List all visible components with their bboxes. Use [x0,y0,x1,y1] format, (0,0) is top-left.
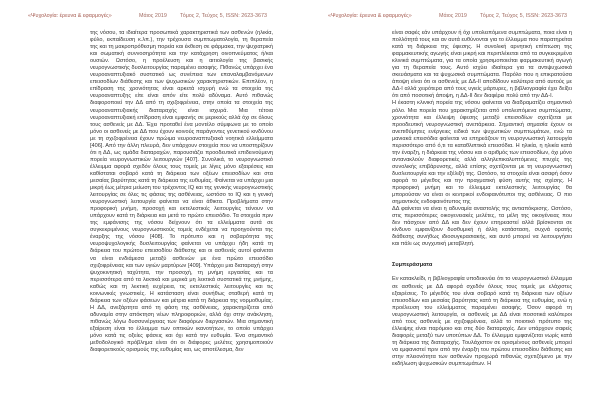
issue-date: Μάιος 2019 [139,13,167,19]
volume-issn: Τόμος 2, Τεύχος 5, ISSN: 2623-3673 [480,13,567,19]
volume-issn: Τόμος 2, Τεύχος 5, ISSN: 2623-3673 [180,13,267,19]
body-text-column [392,30,572,368]
paragraph: της νόσου, τα ιδιαίτερα προσωπικά χαρακτηριστικά των ασθενών (ηλικία, φύλο, εκπαίδευση κ.λπ.), την τρέχουσα συμπτωματολογία, τη θεραπεία της και τη μακροπρόθεσμη πορεία και έκθεση σε φάρμακα, την ψυχιατρική και σωματική συννοσηρότητα και την κατάχρηση οινοπνεύματος ή/και ουσιών. Ωστόσο, η προέλευση και η αιτιολογία της βασικής νευρογνωστικής δυσλειτουργίας παραμένει ασαφής. Πιθανώς υπάρχει ένα νευροαναπτυξιακό συστατικό ως συνέπεια των επαναλαμβανόμενων επεισοδίων διάθεσης και των ψυχωσικών χαρακτηριστικών. Επιπλέον, η επίδραση της χρονιότητας είναι αρκετά ισχυρή ενώ τα στοιχεία της νευροαναπτυξης είτε είναι απόν είτε πολύ αδύναμα. Αυτό πιθανώς διαφοροποιεί την ΔΔ από τη σχιζοφρένεια, στην οποία τα στοιχεία της νευροαναπτυξιακής διαταραχής είναι ισχυρά. Μια τέτοια νευροαναπτυξιακή επίδραση είναι εμφανής σε μερικούς αλλά όχι σε όλους τους ασθενείς με ΔΔ. Έχει προταθεί ένα μοντέλο σύμφωνα με το οποίο μόνο οι ασθενείς με ΔΔ που έχουν κοινούς παράγοντες γενετικού κινδύνου με τη σχιζοφρένεια έχουν πρώιμα νευροαναπτυξιακά νοητικά ελλείμματα [406]. Από την άλλη πλευρά, δεν υπάρχουν στοιχεία που να υποστηρίζουν ότι η ΔΔ, ως ομάδα διαταραχών, παρουσιάζει προοδευτικά επιδεινούμενη πορεία νευρογνωστικών λειτουργιών [407]. Συνολικά, το νευρογνωστικό έλλειμμα αφορά σχεδόν όλους τους τομείς με λίγες μόνο εξαιρέσεις και καθίσταται σοβαρό κατά τη διάρκεια των οξέων επεισοδίων και στα μεσαίας βαρύτητας κατά τη διάρκεια της ευθυμίας. Φαίνεται να υπάρχει μια μικρή έως μέτρια μείωση του τρέχοντος IQ και της γενικής νευρογνωστικής λειτουργίας σε όλες τις φάσεις της ασθένειας, ωστόσο το IQ και η γενική νευρογνωστική λειτουργία φαίνεται να είναι άθικτα. Προβλήματα στην προφορική μνήμη, προσοχή και εκτελεστικές λειτουργίες τείνουν να υπάρχουν κατά τη διάρκεια και μετά το πρώτο επεισόδιο. Τα στοιχεία πριν της εμφάνισης της νόσου δείχνουν ότι τα ελλείμματα αυτά σε συγκεκριμένους νευρογνωστικούς τομείς ενδέχεται να προηγούνται της έναρξης της νόσου [408]. Το πρότυπο και η σοβαρότητα της νευροψυχολογικής δυσλειτουργίας φαίνεται να υπάρχει ήδη κατά τη διάρκεια του πρώτου επεισοδίου διάθεσης και οι ασθενείς αυτοί φαίνεται να είναι ενδιάμεσα μεταξύ ασθενών με ένα πρώτο επεισόδιο σχιζοφρένειας και των υγιών μαρτύρων [409]. Υπάρχει μια διαταραχή στην ψυχοκινητική ταχύτητα, την προσοχή, τη μνήμη εργασίας και τα περισσότερα από τα λεκτικά και μερικά μη λεκτικά συστατικά της μνήμης, καθώς και τη λεκτική ευχέρεια, τις εκτελεστικές λειτουργίες και τις κοινωνικές γνωστικές. Η κατάσταση είναι συνήθως σταθερή κατά τη διάρκεια των οξέων φάσεων και μέτρια κατά τη διάρκεια της νορμοθυμίας. Η ΔΔ, ανεξάρτητα από τη φάση της ασθένειας, χαρακτηρίζεται από αδυναμία στην απόκτηση νέων πληροφοριών, αλλά όχι στην ανάκληση, πιθανώς λόγω δυσσυνέργειας των διαφόρων διεργασιών. Μια σημαντική εξαίρεση είναι το έλλειμμα των οπτικών ικανοτήτων, το οποίο υπάρχει μόνο κατά τις οξείες φάσεις και όχι κατά την ευθυμία. Ένα σημαντικό μεθοδολογικό πρόβλημα είναι ότι οι διάφορες μελέτες χρησιμοποιούν διαφορετικούς ορισμούς της ευθυμίας και, ως αποτέλεσμα, δεν [90,30,274,354]
section-heading-conclusions: Συμπεράσματα [392,262,433,269]
paragraph: Η έκαστη κλινική πορεία της νόσου φαίνεται να διαδραματίζει σημαντικό ρόλο. Μια πορεία που χαρακτηρίζεται από υπολειπόμενα συμπτώματα, χρονιότητα και έλλειψη ύφεσης μεταξύ επεισοδίων σχετίζεται με προοδευτική νευρογνωστική ανεπάρκεια. Σημαντική σημασία έχουν οι ανεπιθύμητες ενέργειες ειδικά των ψυχωτικών συμπτωμάτων, ενώ τα μανιακά επεισόδια φαίνεται να επηρεάζουν τη νευρογνωστική λειτουργία περισσότερο από ό,τι τα καταθλιπτικά επεισόδια. Η ηλικία, η ηλικία κατά την έναρξη, η διάρκεια της νόσου και ο αριθμός των επεισοδίων, όχι μόνο αντανακλούν διαφορετικές αλλά αλληλεπικαλυπτόμενες πτυχές της συνολικής επιβάρυνσης, αλλά επίσης σχετίζονται με τη νευρογνωστική δυσλειτουργία και την εξέλιξή της. Ωστόσο, τα στοιχεία είναι ασαφή όσον αφορά το μέγεθος και την πραγματική φύση αυτής της σχέσης. Η προφορική μνήμη και το έλλειμμα εκτελεστικής λειτουργίας θα μπορούσαν να είναι οι κεντρικοί ενδοφαινότυποι της ασθένειας. Ο πιο σημαντικός ενδοφαινότυπος της [392,100,572,206]
journal-title: «Ψυχολογία: έρευνα & εφαρμογές» [328,13,412,19]
body-text-column [90,30,273,354]
paragraph-gap [392,248,572,255]
paragraph: είναι σαφές εάν υπάρχουν ή όχι υπολειπόμενα συμπτώματα, ποια είναι η πολλότητά τους και αν αυτά ευθύνονται για το έλλειμμα που παρατηρείται κατά τη διάρκεια της ύφεσης. Η συνολική αρνητική επίπτωση της φαρμακευτικής αγωγής είναι μικρή και περιπλέκεται από τα συγκεκριμένα κλινικά συμπτώματα, για τα οποία χρησιμοποιείται φαρμακευτική αγωγή για τη θεραπεία τους. Αυτό ισχύει ιδιαίτερα για τα αντιψυχωσικά σκευάσματα και τα ψυχωσικά συμπτώματα. Παρόλο που η επικρατούσα άποψη είναι ότι οι ασθενείς με ΔΔ-ΙΙ αποδίδουν καλύτερα από αυτούς με ΔΔ-Ι αλλά χειρότερα από τους υγιείς μάρτυρες, η βιβλιογραφία έχει δείξει ότι από ποσοτική άποψη, η ΔΔ-ΙΙ δεν διαφέρει πολύ από την ΔΔ-Ι. [392,30,572,100]
right-page [300,0,600,407]
journal-title: «Ψυχολογία: έρευνα & εφαρμογές» [28,13,112,19]
paragraph: ΔΔ φαίνεται να είναι η αδυναμία αναστολής της αντιαπόκρισης. Ωστόσο, στις περισσότερες οικογενειακές μελέτες, τα μέλη της οικογένειας που δεν πάσχουν από ΔΔ και δεν έχουν επηρεαστεί αλλά βρίσκονται σε κίνδυνο εμφανίζουν δυσθυμική ή άλλη κατάσταση, συχνά ορατής διάθεσης συνήθως ιδιοσυγκρασιακής, και αυτό μπορεί να λειτουργήσει και πάλι ως συγχυτική μεταβλητή. [392,206,572,248]
issue-date: Μάιος 2019 [439,13,467,19]
conclusion-paragraph: Εν κατακλείδι, η βιβλιογραφία υποδεικνύει ότι το νευρογνωστικό έλλειμμα σε ασθενείς με ΔΔ αφορά σχεδόν όλους τους τομείς με ελάχιστες εξαιρέσεις. Το μέγεθός του είναι σοβαρό κατά τη διάρκεια των οξέων επεισοδίων και μεσαίας βαρύτητας κατά τη διάρκεια της ευθυμίας, ενώ η προέλευση του ελλείμματος παραμένει ασαφής. Όσον αφορά τη νευρογνωστική λειτουργία, οι ασθενείς με ΔΔ είναι ποσοτικά καλύτεροι από τους ασθενείς με σχιζοφρένεια, αλλά το ποιοτικό πρότυπο της έλλειψης είναι παρόμοιο και στις δύο διαταραχές. Δεν υπάρχουν σαφείς διαφορές μεταξύ των υποτύπων ΔΔ. Το έλλειμμα εμφανίζεται νωρίς κατά τη διάρκεια της διαταραχής. Τουλάχιστον σε ορισμένους ασθενείς μπορεί να εμφανιστεί πριν από την έναρξη του πρώτου επεισοδίου διάθεσης και στην πλειονότητα των ασθενών προχωρά πιθανώς σχετιζόμενο με την εκδήλωση ψυχωσικών συμπτωμάτων. Η [392,276,572,368]
